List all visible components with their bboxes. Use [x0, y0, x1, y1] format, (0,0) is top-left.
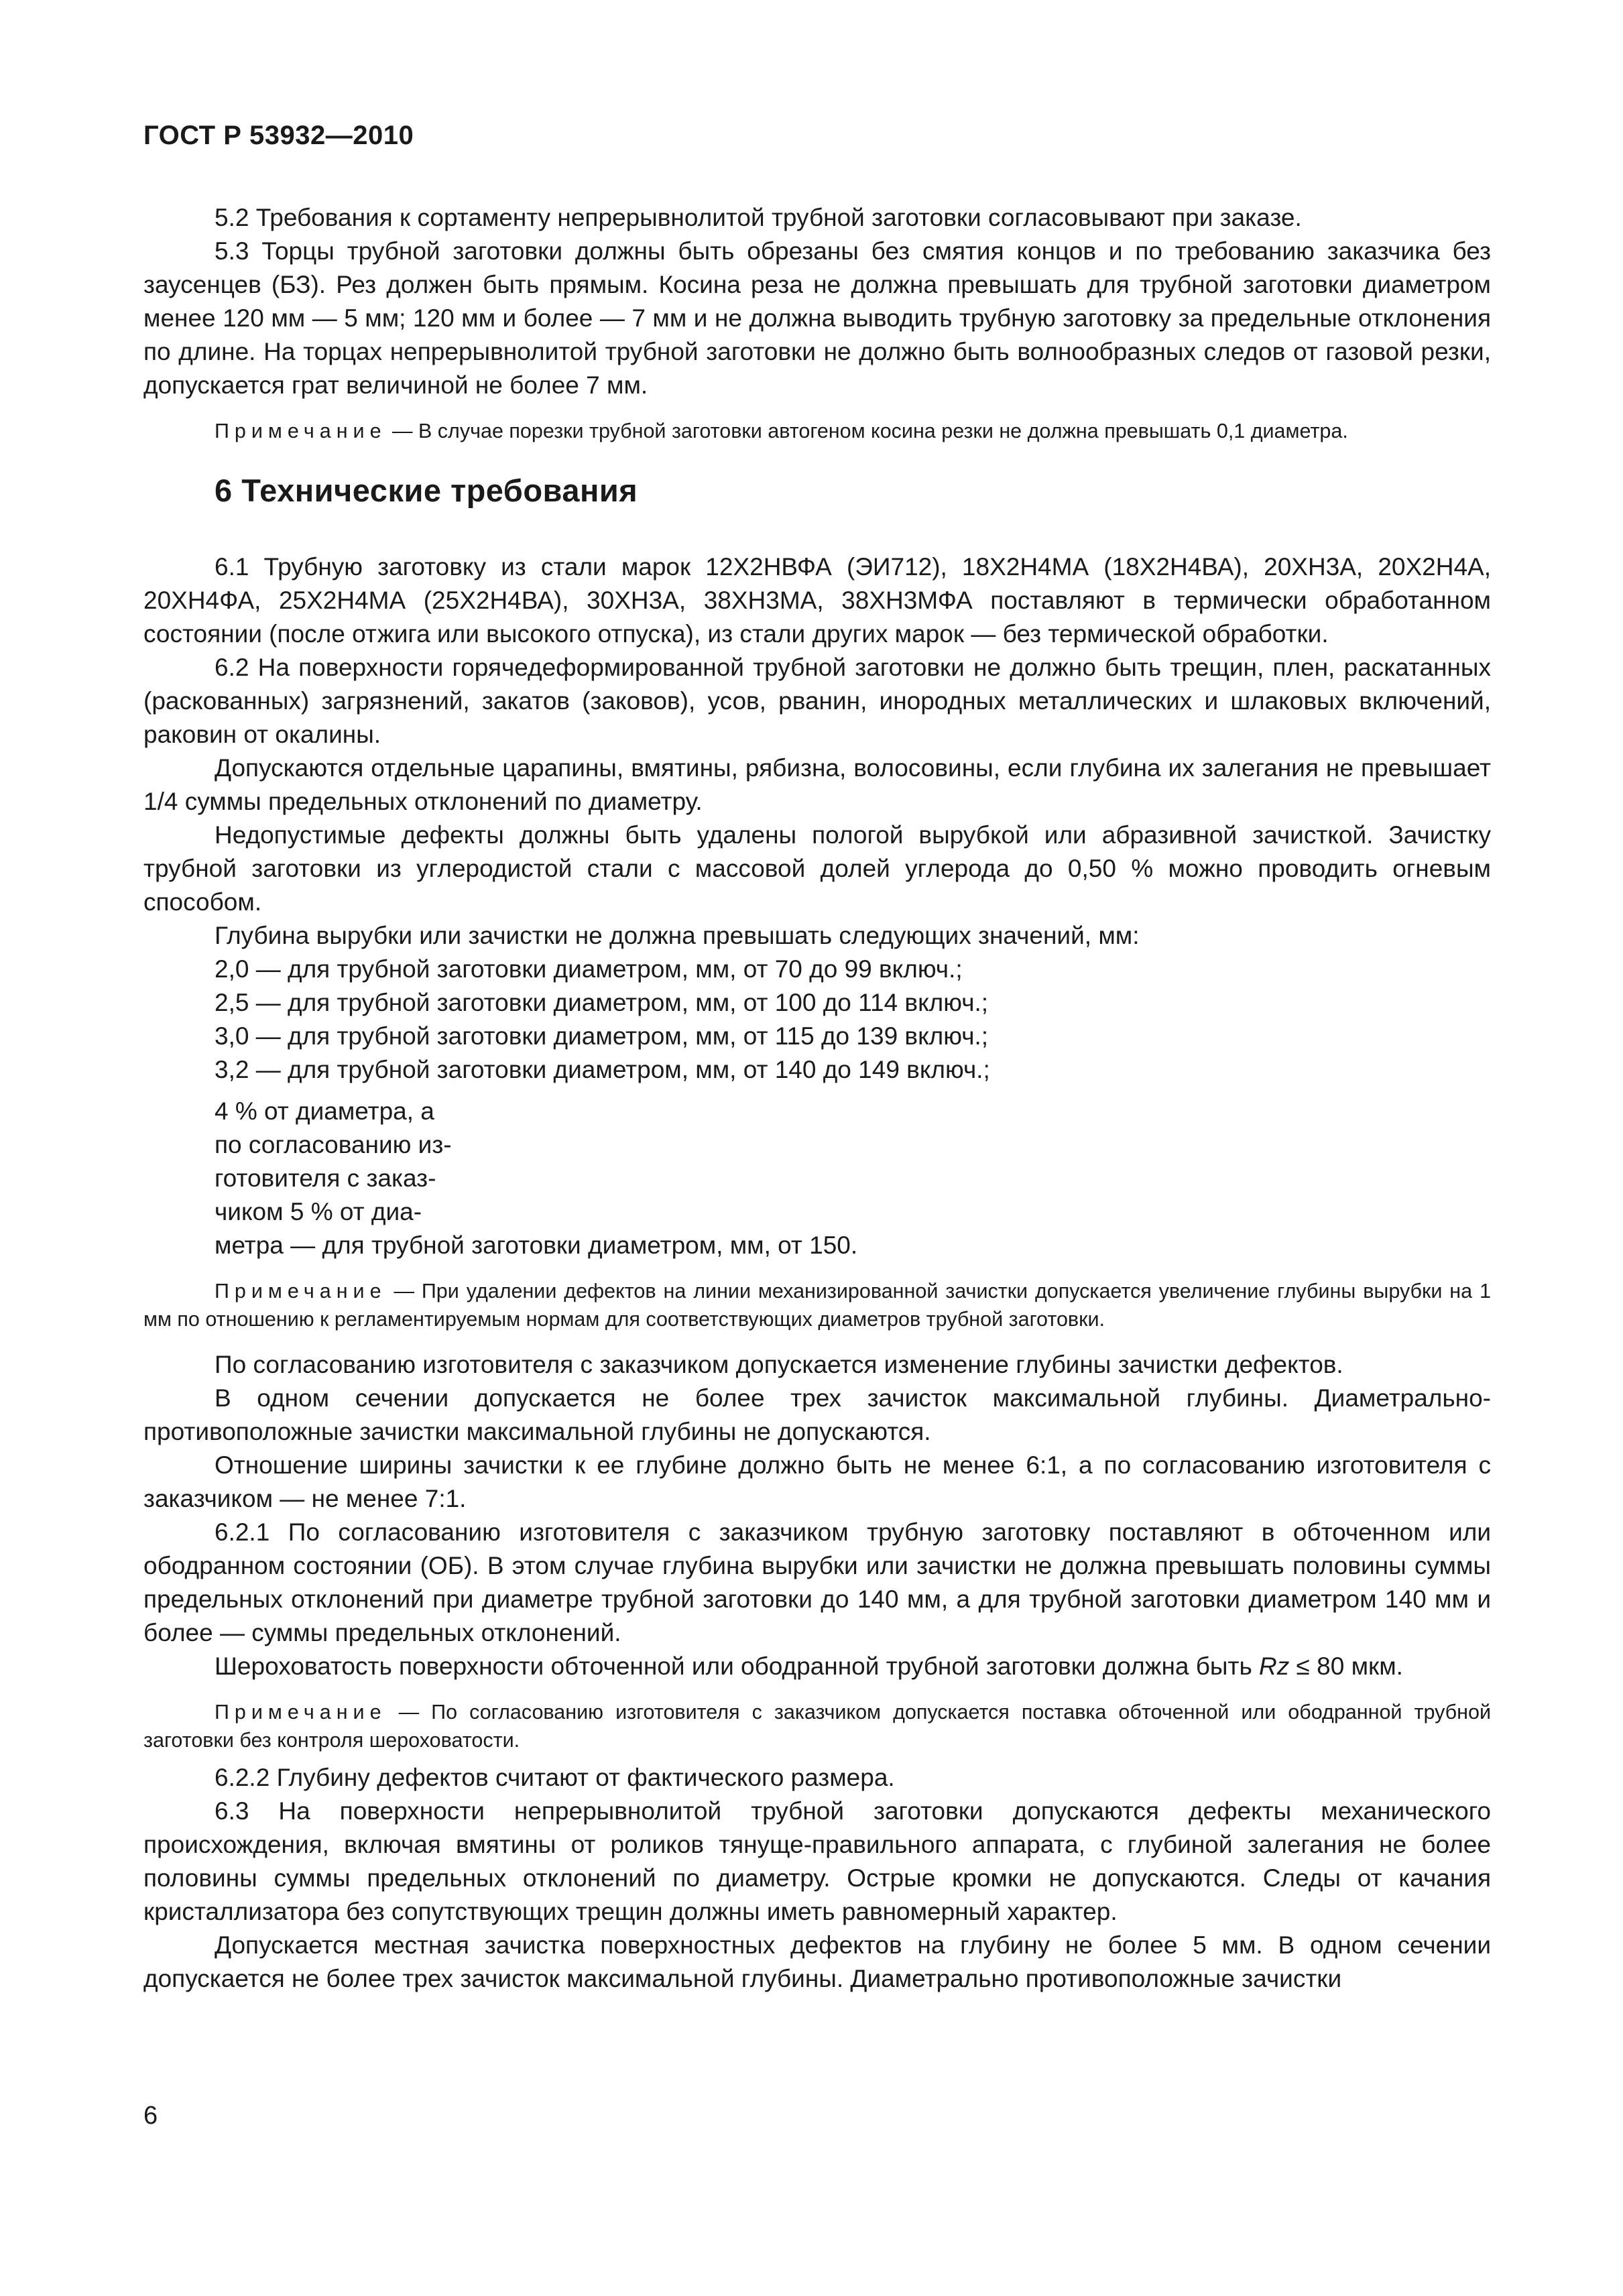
page-number: 6: [143, 2102, 158, 2130]
narrow-line: метра — для трубной заготовки диаметром, мм, от 150.: [215, 1231, 858, 1259]
narrow-line: готовителя с заказ-: [215, 1164, 436, 1192]
paragraph-width-ratio: Отношение ширины зачистки к ее глубине должно быть не менее 6:1, а по согласованию изготовителя с заказчиком — не менее 7:1.: [143, 1451, 1491, 1512]
roughness-variable: Rz: [1259, 1652, 1290, 1680]
paragraph-6-2: 6.2 На поверхности горячедеформированной трубной заготовки не должно быть трещин, плен, раскатанных (раскованных) загрязнений, закатов (заковов), усов, рванин, инородных металлических и шлаковых включений, раковин от окалины.: [143, 654, 1491, 748]
roughness-text: Шероховатость поверхности обточенной или ободранной трубной заготовки должна быть: [215, 1652, 1260, 1680]
list-item: 2,5 — для трубной заготовки диаметром, мм, от 100 до 114 включ.;: [215, 989, 989, 1016]
paragraph-roughness: [143, 1650, 1491, 1683]
paragraph-5-2: 5.2 Требования к сортаменту непрерывнолитой трубной заготовки согласовывают при заказе.: [215, 204, 1302, 231]
paragraph-agreement: По согласованию изготовителя с заказчиком допускается изменение глубины зачистки дефектов.: [215, 1351, 1343, 1378]
note-label: Примечание: [215, 1280, 387, 1303]
paragraph-defects-removal: Недопустимые дефекты должны быть удалены пологой вырубкой или абразивной зачисткой. Зачистку трубной заготовки из углеродистой стали с массовой долей углерода до 0,50 % можно проводить огневым способом.: [143, 821, 1491, 916]
list-item: 2,0 — для трубной заготовки диаметром, мм, от 70 до 99 включ.;: [215, 955, 963, 983]
section-6-title: 6 Технические требования: [215, 473, 638, 508]
depth-list: [143, 953, 1491, 1087]
list-item: 3,0 — для трубной заготовки диаметром, мм, от 115 до 139 включ.;: [215, 1022, 989, 1050]
note-mechanized-cleaning: [143, 1277, 1491, 1333]
narrow-line: чиком 5 % от диа-: [215, 1198, 422, 1225]
narrow-line: по согласованию из-: [215, 1131, 452, 1158]
paragraph-5-3: 5.3 Торцы трубной заготовки должны быть обрезаны без смятия концов и по требованию заказчика без заусенцев (БЗ). Рез должен быть прямым. Косина реза не должна превышать для трубной заготовки диаметром менее 120 мм — 5 мм; 120 мм и более — 7 мм и не должна выводить трубную заготовку за предельные отклонения по длине. На торцах непрерывнолитой трубной заготовки не должно быть волнообразных следов от газовой резки, допускается грат величиной не более 7 мм.: [143, 237, 1491, 399]
paragraph-one-section: В одном сечении допускается не более трех зачисток максимальной глубины. Диаметрально-противоположные зачистки максимальной глубины не допускаются.: [143, 1384, 1491, 1445]
standard-header: ГОСТ Р 53932—2010: [143, 121, 414, 150]
note-text: — При удалении дефектов на линии механизированной зачистки допускается увеличение глубины вырубки на 1 мм по отношению к регламентируемым нормам для соответствующих диаметров трубной заготовки.: [143, 1280, 1491, 1331]
page-content: [143, 201, 1491, 1996]
depth-over-150-block: [143, 1095, 1491, 1262]
note-5-3: [143, 417, 1491, 445]
paragraph-local-cleaning: Допускается местная зачистка поверхностных дефектов на глубину не более 5 мм. В одном сечении допускается не более трех зачисток максимальной глубины. Диаметрально противоположные зачистки: [143, 1931, 1491, 1992]
paragraph-6-2-1: 6.2.1 По согласованию изготовителя с заказчиком трубную заготовку поставляют в обточенном или ободранном состоянии (ОБ). В этом случае глубина вырубки или зачистки не должна превышать половины суммы предельных отклонений при диаметре трубной заготовки до 140 мм, а для трубной заготовки диаметром 140 мм и более — суммы предельных отклонений.: [143, 1518, 1491, 1646]
roughness-value: ≤ 80 мкм.: [1289, 1652, 1403, 1680]
paragraph-6-3: 6.3 На поверхности непрерывнолитой трубной заготовки допускаются дефекты механического происхождения, включая вмятины от роликов тянуще-правильного аппарата, с глубиной залегания не более половины суммы предельных отклонений по диаметру. Острые кромки не допускаются. Следы от качания кристаллизатора без сопутствующих трещин должны иметь равномерный характер.: [143, 1797, 1491, 1925]
note-label: Примечание: [215, 1701, 387, 1724]
paragraph-allowed-defects: Допускаются отдельные царапины, вмятины, рябизна, волосовины, если глубина их залегания не превышает 1/4 суммы предельных отклонений по диаметру.: [143, 754, 1491, 815]
list-item: 3,2 — для трубной заготовки диаметром, мм, от 140 до 149 включ.;: [215, 1056, 990, 1083]
note-text: — В случае порезки трубной заготовки автогеном косина резки не должна превышать 0,1 диаметра.: [386, 420, 1348, 442]
paragraph-depth-intro: Глубина вырубки или зачистки не должна превышать следующих значений, мм:: [215, 922, 1140, 949]
paragraph-6-2-2: 6.2.2 Глубину дефектов считают от фактического размера.: [215, 1764, 895, 1791]
note-text: — По согласованию изготовителя с заказчиком допускается поставка обточенной или ободранной трубной заготовки без контроля шероховатости.: [143, 1701, 1491, 1752]
note-roughness: [143, 1698, 1491, 1754]
narrow-line: 4 % от диаметра, а: [215, 1097, 434, 1125]
note-label: Примечание: [215, 420, 387, 442]
paragraph-6-1: 6.1 Трубную заготовку из стали марок 12Х2НВФА (ЭИ712), 18Х2Н4МА (18Х2Н4ВА), 20ХН3А, 20Х2Н4А, 20ХН4ФА, 25Х2Н4МА (25Х2Н4ВА), 30ХН3А, 38ХН3МА, 38ХН3МФА поставляют в термически обработанном состоянии (после отжига или высокого отпуска), из стали других марок — без термической обработки.: [143, 553, 1491, 648]
